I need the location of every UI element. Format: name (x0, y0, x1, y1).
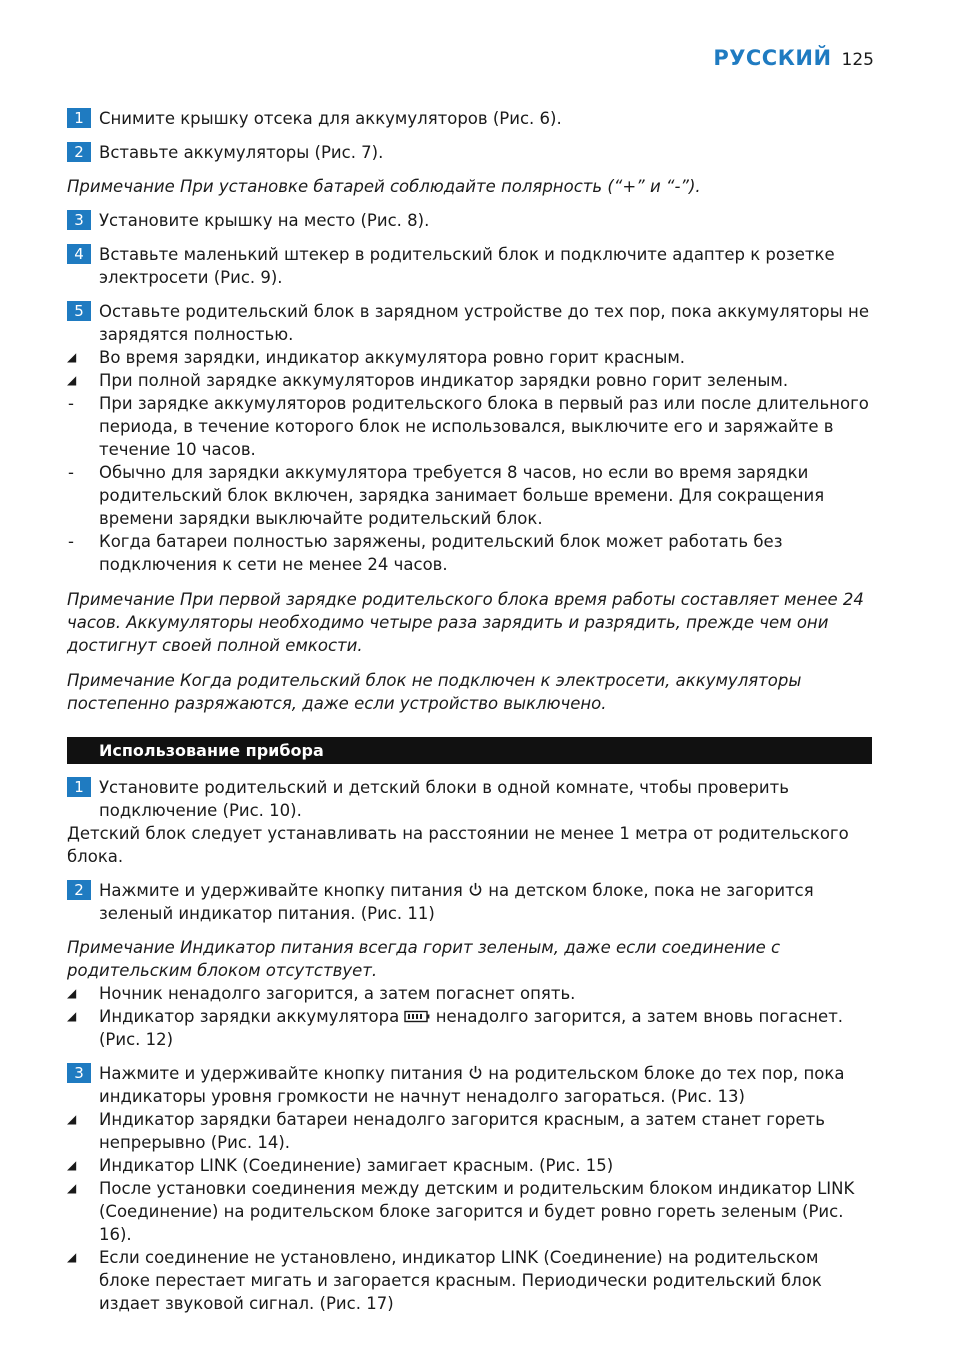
power-icon (468, 1065, 483, 1080)
bullet-arrow-icon: ◢ (67, 1009, 77, 1023)
step-text-b: на родительском блоке до тех пор, пока индикаторы уровня громкости не начнут ненадолго загораться. (Рис. 13) (99, 1064, 845, 1106)
list-item (67, 982, 872, 1005)
step-text: Оставьте родительский блок в зарядном устройстве до тех пор, пока аккумуляторы не зарядятся полностью. (99, 302, 869, 344)
step-number: 4 (67, 244, 91, 264)
page-header (713, 46, 874, 70)
dash-marker: - (68, 532, 74, 551)
power-icon (468, 882, 483, 897)
step-number: 2 (67, 142, 91, 162)
bullet-text: Индикатор LINK (Соединение) замигает красным. (Рис. 15) (99, 1156, 614, 1175)
use-step-2 (67, 879, 872, 925)
step-number: 3 (67, 210, 91, 230)
step-number: 2 (67, 880, 91, 900)
bullet-text: После установки соединения между детским и родительским блоком индикатор LINK (Соединение) на родительском блоке загорится и будет ровно гореть зеленым (Рис. 16). (99, 1179, 855, 1244)
step-text: Установите крышку на место (Рис. 8). (99, 211, 430, 230)
dash-marker: - (68, 394, 74, 413)
step-number: 1 (67, 108, 91, 128)
dash-marker: - (68, 463, 74, 482)
list-item (67, 1154, 872, 1177)
list-item (67, 1246, 872, 1315)
bullet-text-b: ненадолго загорится, а затем вновь погаснет. (Рис. 12) (99, 1007, 844, 1049)
step-number: 1 (67, 777, 91, 797)
step-text-a: Нажмите и удерживайте кнопку питания (99, 1064, 463, 1083)
step-5 (67, 300, 872, 346)
bullet-text: При полной зарядке аккумуляторов индикатор зарядки ровно горит зеленым. (99, 371, 789, 390)
step-text (99, 879, 872, 925)
use-step-3 (67, 1062, 872, 1108)
battery-icon (404, 1010, 430, 1023)
step-text-a: Нажмите и удерживайте кнопку питания (99, 881, 463, 900)
bullet-arrow-icon: ◢ (67, 1181, 77, 1195)
dash-text: Обычно для зарядки аккумулятора требуется 8 часов, но если во время зарядки родительский блок включен, зарядка занимает больше времени. Для сокращения времени зарядки выключайте родительский блок. (99, 463, 825, 528)
use-step-1 (67, 776, 872, 822)
step-number: 5 (67, 301, 91, 321)
section-title: Использование прибора (67, 737, 872, 764)
step-text-b: на детском блоке, пока не загорится зеленый индикатор питания. (Рис. 11) (99, 881, 814, 923)
list-item (67, 392, 872, 461)
bullet-text: Если соединение не установлено, индикатор LINK (Соединение) на родительском блоке перестает мигать и загорается красным. Периодически родительский блок издает звуковой сигнал. (Рис. 17) (99, 1248, 822, 1313)
note-polarity: Примечание При установке батарей соблюдайте полярность (“+” и “-”). (67, 177, 701, 196)
step-text: Снимите крышку отсека для аккумуляторов (Рис. 6). (99, 109, 562, 128)
list-item (67, 1005, 872, 1051)
list-item (67, 1177, 872, 1246)
page-content (67, 107, 872, 1315)
bullet-arrow-icon: ◢ (67, 373, 77, 387)
dash-text: При зарядке аккумуляторов родительского блока в первый раз или после длительного периода, в течение которого блок не использовался, выключите его и заряжайте в течение 10 часов. (99, 394, 869, 459)
bullet-text-a: Индикатор зарядки аккумулятора (99, 1007, 400, 1026)
dash-text: Когда батареи полностью заряжены, родительский блок может работать без подключения к сети не менее 24 часов. (99, 532, 783, 574)
step-number: 3 (67, 1063, 91, 1083)
note-discharge: Примечание Когда родительский блок не подключен к электросети, аккумуляторы постепенно разряжаются, даже если устройство выключено. (67, 671, 802, 713)
step-3 (67, 209, 872, 232)
step-2 (67, 141, 872, 164)
list-item (67, 530, 872, 576)
step-1 (67, 107, 872, 130)
list-item (67, 369, 872, 392)
list-item (67, 461, 872, 530)
step-text: Установите родительский и детский блоки в одной комнате, чтобы проверить подключение (Рис. 10). (99, 778, 789, 820)
bullet-text (99, 1005, 872, 1051)
bullet-text: Во время зарядки, индикатор аккумулятора ровно горит красным. (99, 348, 686, 367)
bullet-arrow-icon: ◢ (67, 1250, 77, 1264)
step-text: Вставьте маленький штекер в родительский блок и подключите адаптер к розетке электросети (Рис. 9). (99, 245, 835, 287)
bullet-arrow-icon: ◢ (67, 1158, 77, 1172)
page-number: 125 (841, 50, 874, 70)
note-power-indicator: Примечание Индикатор питания всегда горит зеленым, даже если соединение с родительским блоком отсутствует. (67, 938, 781, 980)
bullet-text: Индикатор зарядки батареи ненадолго загорится красным, а затем станет гореть непрерывно (Рис. 14). (99, 1110, 825, 1152)
bullet-arrow-icon: ◢ (67, 350, 77, 364)
step-4 (67, 243, 872, 289)
bullet-arrow-icon: ◢ (67, 986, 77, 1000)
bullet-text: Ночник ненадолго загорится, а затем погаснет опять. (99, 984, 576, 1003)
note-first-charge: Примечание При первой зарядке родительского блока время работы составляет менее 24 часов. Аккумуляторы необходимо четыре раза зарядить и разрядить, прежде чем они достигнут своей полной емкости. (67, 590, 864, 655)
bullet-arrow-icon: ◢ (67, 1112, 77, 1126)
distance-note: Детский блок следует устанавливать на расстоянии не менее 1 метра от родительского блока. (67, 824, 849, 866)
list-item (67, 346, 872, 369)
list-item (67, 1108, 872, 1154)
step-text (99, 1062, 872, 1108)
step-text: Вставьте аккумуляторы (Рис. 7). (99, 143, 384, 162)
language-label: РУССКИЙ (713, 46, 832, 70)
